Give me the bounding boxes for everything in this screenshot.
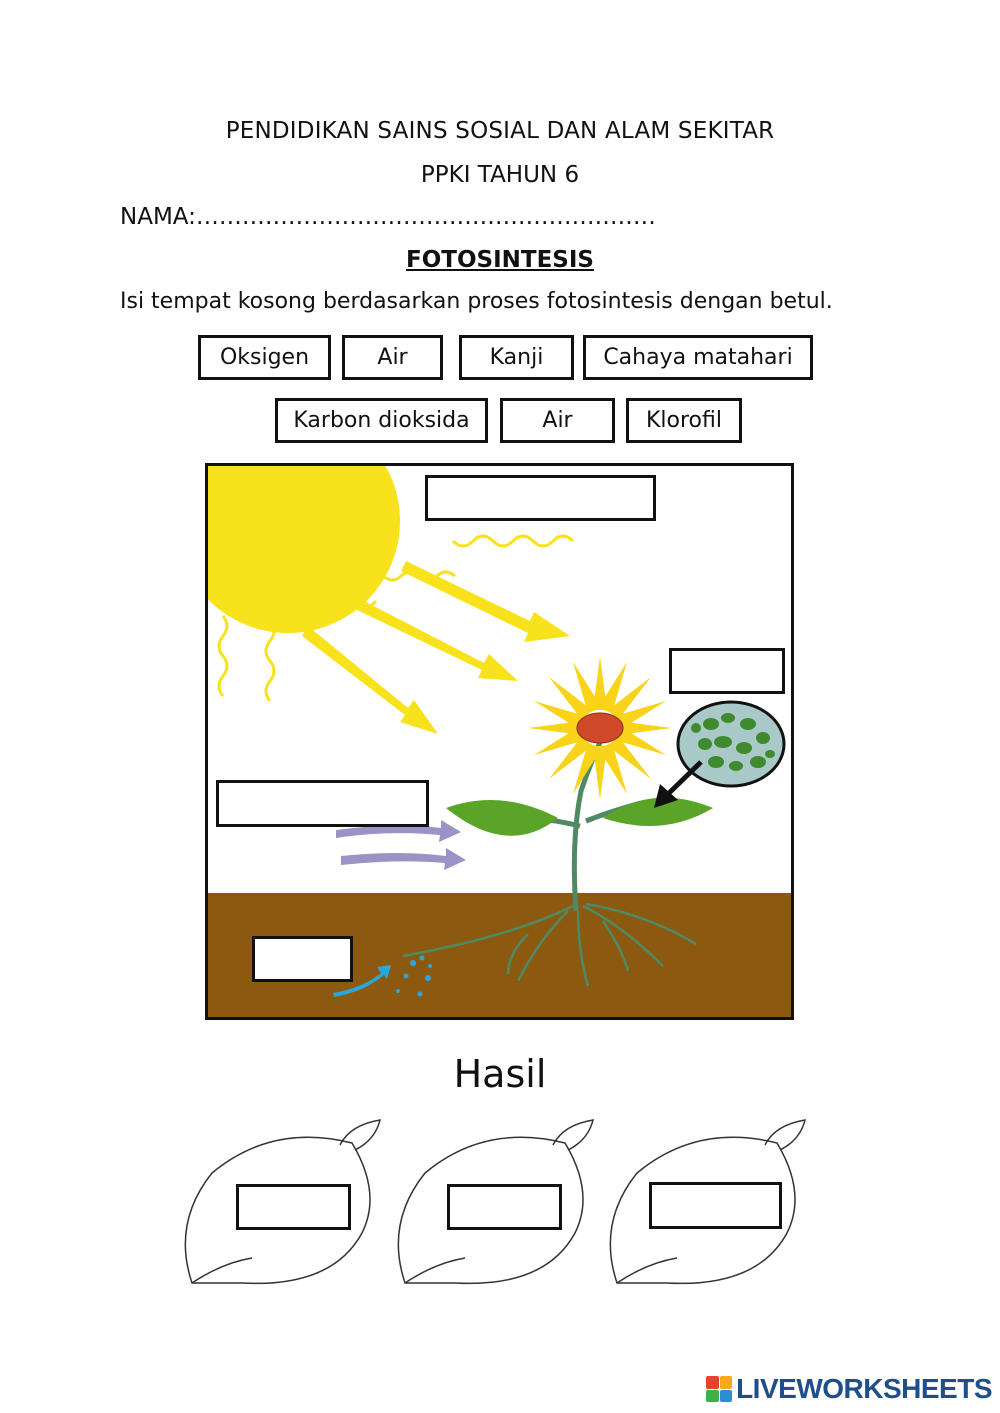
word-klorofil[interactable]: Klorofil [626, 398, 742, 443]
blank-sunlight-input[interactable] [428, 478, 653, 518]
blank-hasil-2[interactable] [447, 1184, 562, 1230]
worksheet-subtitle: PPKI TAHUN 6 [420, 162, 580, 188]
word-kanji[interactable]: Kanji [459, 335, 574, 380]
blank-hasil-1-input[interactable] [239, 1187, 348, 1227]
chloroplast-magnifier [678, 702, 784, 786]
word-air-2[interactable]: Air [500, 398, 615, 443]
blank-hasil-3-input[interactable] [652, 1185, 779, 1226]
word-air-1[interactable]: Air [342, 335, 443, 380]
logo-square-4 [720, 1390, 733, 1403]
blank-sunlight[interactable] [425, 475, 656, 521]
blank-chlorophyll[interactable] [669, 648, 785, 694]
flower [528, 656, 672, 800]
word-oksigen[interactable]: Oksigen [198, 335, 331, 380]
word-karbon-dioksida[interactable]: Karbon dioksida [275, 398, 488, 443]
results-heading: Hasil [453, 1052, 547, 1096]
logo-square-2 [720, 1376, 733, 1389]
liveworksheets-logo-text: LIVEWORKSHEETS [736, 1373, 992, 1404]
liveworksheets-logo[interactable] [706, 1373, 992, 1405]
blank-hasil-2-input[interactable] [450, 1187, 559, 1227]
topic-heading: FOTOSINTESIS [406, 247, 594, 273]
name-label: NAMA:…………………………………………………… [120, 204, 656, 230]
blank-hasil-1[interactable] [236, 1184, 351, 1230]
carbon-dioxide-arrows [336, 820, 466, 870]
blank-hasil-3[interactable] [649, 1182, 782, 1229]
logo-square-1 [706, 1376, 719, 1389]
blank-water[interactable] [252, 936, 353, 982]
blank-water-input[interactable] [255, 939, 350, 979]
liveworksheets-logo-icon [706, 1376, 732, 1402]
blank-carbon-dioxide-input[interactable] [219, 783, 426, 824]
plant-leaf-left [446, 800, 558, 836]
logo-square-3 [706, 1390, 719, 1403]
word-cahaya-matahari[interactable]: Cahaya matahari [583, 335, 813, 380]
worksheet-title: PENDIDIKAN SAINS SOSIAL DAN ALAM SEKITAR [225, 118, 775, 144]
photosynthesis-diagram [205, 463, 794, 1020]
blank-chlorophyll-input[interactable] [672, 651, 782, 691]
instruction-text: Isi tempat kosong berdasarkan proses fotosintesis dengan betul. [120, 289, 833, 314]
blank-carbon-dioxide[interactable] [216, 780, 429, 827]
